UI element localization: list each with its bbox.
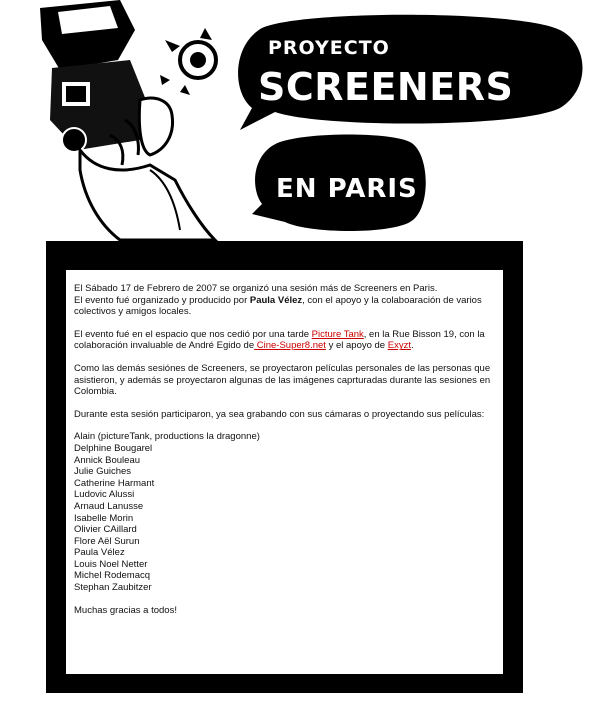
participant-item: Stephan Zaubitzer: [74, 582, 152, 594]
hand-camera-illustration: [40, 0, 216, 240]
bubble-title-line2: SCREENERS: [258, 65, 514, 109]
screeners-logo: [0, 0, 594, 242]
bubble-subtitle: EN PARIS: [276, 174, 418, 204]
participant-item: Olivier CAillard: [74, 524, 137, 536]
cine-super8-link[interactable]: Cine-Super8.net: [254, 340, 326, 352]
venue-text-4: .: [410, 340, 414, 352]
content-frame: [46, 241, 523, 693]
participants-list: [74, 431, 495, 593]
picture-tank-link[interactable]: Picture Tank: [311, 328, 364, 340]
intro-text: El evento fué organizado y producido por: [74, 294, 250, 306]
closing-text: Muchas gracias a todos!: [74, 604, 177, 616]
participant-item: Ludovic Alussi: [74, 489, 135, 501]
venue-paragraph: [74, 329, 495, 352]
venue-text-3: y el apoyo de: [325, 340, 388, 352]
exyzt-link[interactable]: Exyzt: [387, 340, 411, 352]
screenings-paragraph: Como las demás sesiónes de Screeners, se proyectaron películas personales de las personas que asistieron, y además se proyectaron algunas de las imágenes caprturadas durante las sesiones en Colombia.: [74, 362, 491, 398]
intro-paragraph: [74, 283, 495, 318]
speech-bubble-subtitle: [252, 135, 426, 232]
speech-bubble-title: [238, 15, 582, 130]
participant-item: Arnaud Lanusse: [74, 500, 144, 512]
venue-text-2: , en la Rue Bisson 19, con la colaboración invaluable de André Egido de: [74, 328, 485, 352]
participant-item: Louis Noel Netter: [74, 558, 148, 570]
bubble-title-line1: PROYECTO: [268, 37, 390, 59]
organizer-name: Paula Vélez: [249, 294, 303, 306]
content-panel: [66, 270, 503, 674]
participant-item: Alain (pictureTank, productions la dragonne): [74, 431, 260, 443]
participant-item: Julie Guiches: [74, 466, 132, 478]
participant-item: Delphine Bougarel: [74, 442, 153, 454]
participant-item: Annick Bouleau: [74, 454, 141, 466]
venue-text: El evento fué en el espacio que nos cedió por una tarde: [74, 328, 312, 340]
participant-item: Michel Rodemacq: [74, 570, 151, 582]
participant-item: Isabelle Morin: [74, 512, 134, 524]
participants-intro: Durante esta sesión participaron, ya sea grabando con sus cámaras o proyectando sus películas:: [74, 408, 485, 420]
participant-item: Flore Aël Surun: [74, 535, 140, 547]
participant-item: Paula Vélez: [74, 547, 125, 559]
intro-text-end: , con el apoyo y la colaboaración de varios colectivos y amigos locales.: [74, 294, 482, 318]
intro-line: El Sábado 17 de Febrero de 2007 se organizó una sesión más de Screeners en Paris.: [74, 283, 438, 294]
participant-item: Catherine Harmant: [74, 477, 155, 489]
header-banner: [0, 0, 594, 242]
